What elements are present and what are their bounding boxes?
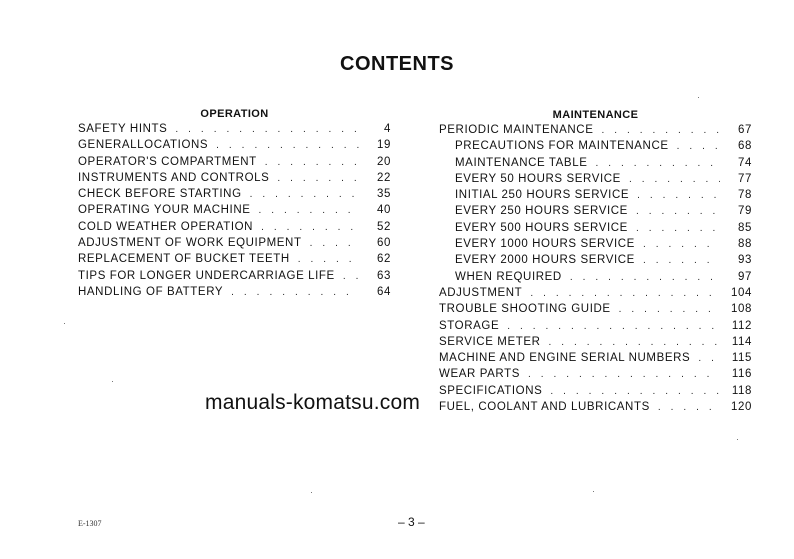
toc-entry-page: 77 [738, 172, 752, 185]
dot-leader [175, 124, 359, 135]
scan-speck [593, 491, 594, 492]
dot-leader [530, 288, 720, 299]
dot-leader [507, 321, 720, 332]
dot-leader [277, 173, 359, 184]
toc-entry-label: MAINTENANCE TABLE [455, 156, 588, 169]
dot-leader [265, 157, 359, 168]
dot-leader [549, 337, 720, 348]
dot-leader [619, 304, 720, 315]
toc-entry [439, 336, 752, 352]
dot-leader [259, 205, 359, 216]
toc-entry [439, 124, 752, 140]
toc-entry-page: 116 [731, 368, 752, 381]
toc-entry-label: PRECAUTIONS FOR MAINTENANCE [455, 140, 669, 153]
toc-entry-label: REPLACEMENT OF BUCKET TEETH [78, 253, 290, 266]
toc-entry-label: PERIODIC MAINTENANCE [439, 124, 594, 136]
toc-entry-label: EVERY 50 HOURS SERVICE [455, 172, 621, 185]
toc-entry-label: WHEN REQUIRED [455, 270, 562, 283]
toc-entry-page: 78 [738, 189, 752, 202]
toc-entry-page: 115 [731, 352, 752, 365]
toc-entry-label: EVERY 500 HOURS SERVICE [455, 221, 628, 234]
toc-entry [439, 238, 752, 254]
toc-entry [439, 385, 752, 401]
toc-entry-page: 68 [738, 140, 752, 153]
toc-entry-page: 19 [377, 139, 391, 152]
toc-entry-page: 67 [738, 124, 752, 136]
scan-speck [64, 323, 65, 324]
dot-leader [310, 238, 359, 249]
operation-list [78, 123, 391, 302]
toc-entry [78, 172, 391, 188]
dot-leader [343, 271, 359, 282]
toc-entry [439, 140, 752, 156]
dot-leader [250, 189, 359, 200]
toc-entry [439, 173, 752, 189]
toc-entry-page: 114 [731, 335, 752, 348]
dot-leader [629, 174, 720, 185]
scan-speck [737, 439, 738, 440]
dot-leader [637, 190, 720, 201]
toc-entry-label: SERVICE METER [439, 335, 541, 348]
toc-entry-page: 74 [738, 156, 752, 169]
toc-entry-label: EVERY 1000 HOURS SERVICE [455, 238, 635, 251]
toc-entry-page: 97 [738, 270, 752, 283]
toc-entry [78, 139, 391, 155]
toc-entry-label: OPERATOR'S COMPARTMENT [78, 155, 257, 168]
dot-leader [677, 141, 720, 152]
toc-entry [439, 303, 752, 319]
dot-leader [636, 206, 720, 217]
toc-entry-label: SPECIFICATIONS [439, 384, 543, 397]
toc-entry-label: STORAGE [439, 319, 500, 332]
toc-entry [78, 237, 391, 253]
toc-entry [439, 401, 752, 417]
toc-entry [439, 157, 752, 173]
toc-entry-label: EVERY 2000 HOURS SERVICE [455, 254, 635, 267]
toc-entry-page: 79 [738, 205, 752, 218]
toc-entry-label: GENERALLOCATIONS [78, 139, 209, 152]
page-title: CONTENTS [340, 53, 454, 75]
toc-entry-page: 62 [377, 253, 391, 266]
toc-entry-label: COLD WEATHER OPERATION [78, 220, 254, 233]
toc-entry-label: SAFETY HINTS [78, 123, 168, 135]
dot-leader [528, 369, 720, 380]
toc-entry-page: 4 [384, 123, 391, 135]
toc-entry-label: MACHINE AND ENGINE SERIAL NUMBERS [439, 352, 691, 365]
toc-entry-page: 120 [731, 401, 752, 414]
toc-entry [78, 270, 391, 286]
toc-entry [78, 188, 391, 204]
toc-entry-page: 112 [731, 319, 752, 332]
toc-entry-label: TIPS FOR LONGER UNDERCARRIAGE LIFE [78, 269, 335, 282]
toc-entry-label: CHECK BEFORE STARTING [78, 188, 242, 201]
toc-entry-page: 22 [377, 171, 391, 184]
toc-entry-label: ADJUSTMENT OF WORK EQUIPMENT [78, 237, 302, 250]
toc-entry-page: 40 [377, 204, 391, 217]
toc-entry [439, 205, 752, 221]
toc-entry-page: 108 [731, 303, 752, 316]
toc-entry-page: 52 [377, 220, 391, 233]
toc-entry-label: OPERATING YOUR MACHINE [78, 204, 251, 217]
dot-leader [643, 239, 720, 250]
dot-leader [570, 272, 720, 283]
dot-leader [298, 254, 359, 265]
toc-entry [78, 204, 391, 220]
toc-entry [78, 156, 391, 172]
dot-leader [216, 140, 359, 151]
dot-leader [595, 158, 720, 169]
dot-leader [636, 223, 720, 234]
toc-entry-page: 35 [377, 188, 391, 201]
toc-entry-label: HANDLING OF BATTERY [78, 285, 224, 298]
dot-leader [658, 402, 720, 413]
toc-entry-page: 88 [738, 238, 752, 251]
dot-leader [602, 125, 721, 136]
toc-entry-label: INSTRUMENTS AND CONTROLS [78, 171, 270, 184]
operation-heading: OPERATION [200, 108, 269, 120]
dot-leader [231, 287, 359, 298]
page-number: – 3 – [398, 515, 425, 529]
toc-entry-page: 64 [377, 285, 391, 298]
dot-leader [698, 353, 720, 364]
toc-entry [78, 123, 391, 139]
operation-section [78, 108, 391, 302]
maintenance-list [439, 124, 752, 417]
scan-speck [698, 97, 699, 98]
toc-entry [78, 253, 391, 269]
toc-entry [439, 189, 752, 205]
scan-speck [112, 381, 113, 382]
toc-entry-label: ADJUSTMENT [439, 286, 523, 299]
toc-entry-page: 85 [738, 221, 752, 234]
toc-entry-page: 104 [731, 286, 752, 299]
toc-entry [439, 287, 752, 303]
toc-entry [439, 320, 752, 336]
dot-leader [550, 386, 720, 397]
toc-entry [439, 254, 752, 270]
maintenance-heading: MAINTENANCE [552, 109, 639, 121]
toc-entry-page: 63 [377, 269, 391, 282]
toc-entry-label: TROUBLE SHOOTING GUIDE [439, 303, 611, 316]
toc-entry [439, 271, 752, 287]
toc-entry-page: 93 [738, 254, 752, 267]
maintenance-section [439, 109, 752, 417]
toc-entry-label: EVERY 250 HOURS SERVICE [455, 205, 628, 218]
scan-speck [311, 492, 312, 493]
toc-entry [439, 368, 752, 384]
toc-entry-page: 60 [377, 237, 391, 250]
toc-entry [78, 286, 391, 302]
footer-code: E-1307 [78, 519, 102, 528]
toc-entry-label: INITIAL 250 HOURS SERVICE [455, 189, 630, 202]
dot-leader [261, 222, 359, 233]
toc-entry-page: 118 [731, 384, 752, 397]
toc-entry [78, 221, 391, 237]
toc-entry-label: FUEL, COOLANT AND LUBRICANTS [439, 401, 650, 414]
toc-entry-page: 20 [377, 155, 391, 168]
toc-entry-label: WEAR PARTS [439, 368, 520, 381]
watermark-text: manuals-komatsu.com [205, 391, 421, 414]
toc-entry [439, 222, 752, 238]
toc-entry [439, 352, 752, 368]
dot-leader [643, 255, 720, 266]
